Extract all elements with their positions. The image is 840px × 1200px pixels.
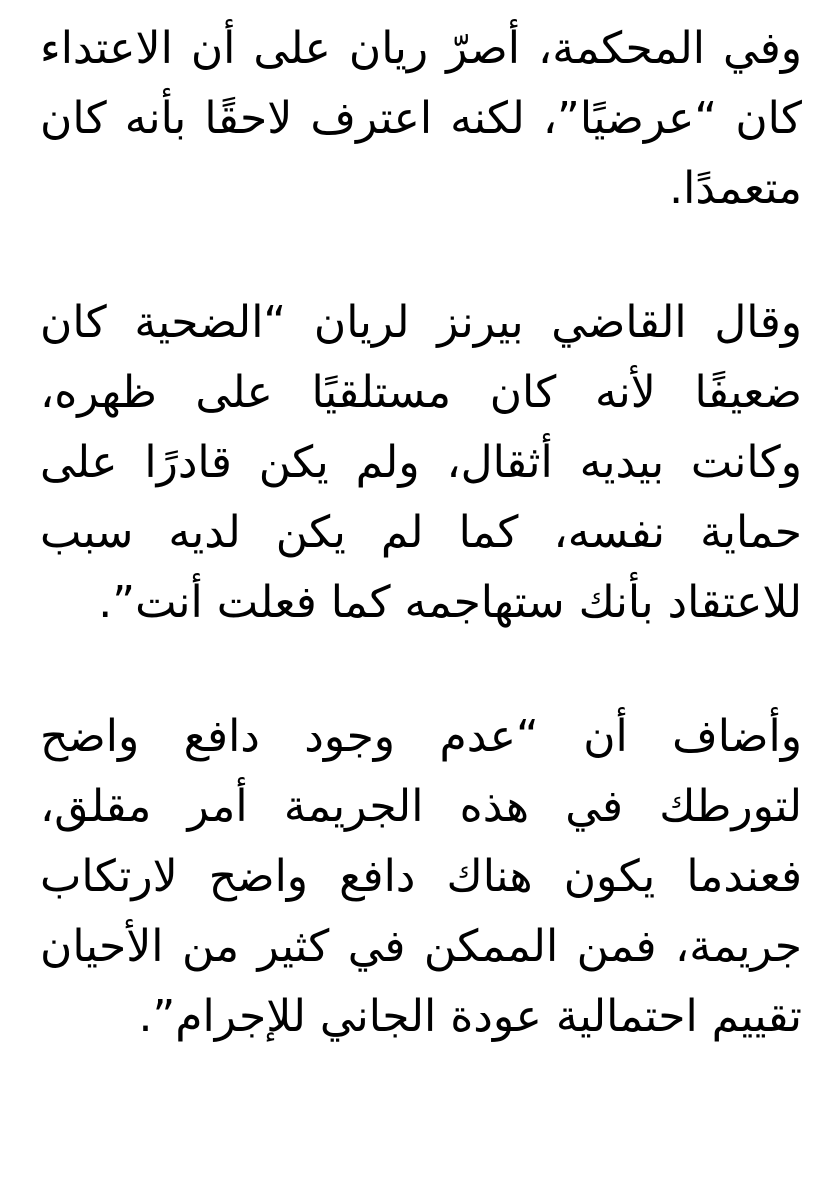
paragraph-motive-concern: وأضاف أن “عدم وجود دافع واضح لتورطك في هذه الجريمة أمر مقلق، فعندما يكون هناك دافع واضح لارتكاب جريمة، فمن الممكن في كثير من الأحيان تقييم احتمالية عودة الجاني للإجرام”.	[40, 711, 802, 1042]
paragraph-judge-statement: وقال القاضي بيرنز لريان “الضحية كان ضعيفًا لأنه كان مستلقيًا على ظهره، وكانت بيديه أثقال، ولم يكن قادرًا على حماية نفسه، كما لم يكن لديه سبب للاعتقاد بأنك ستهاجمه كما فعلت أنت”.	[40, 297, 802, 628]
paragraph-court-claim: وفي المحكمة، أصرّ ريان على أن الاعتداء كان “عرضيًا”، لكنه اعترف لاحقًا بأنه كان متعمدًا.	[40, 23, 802, 214]
